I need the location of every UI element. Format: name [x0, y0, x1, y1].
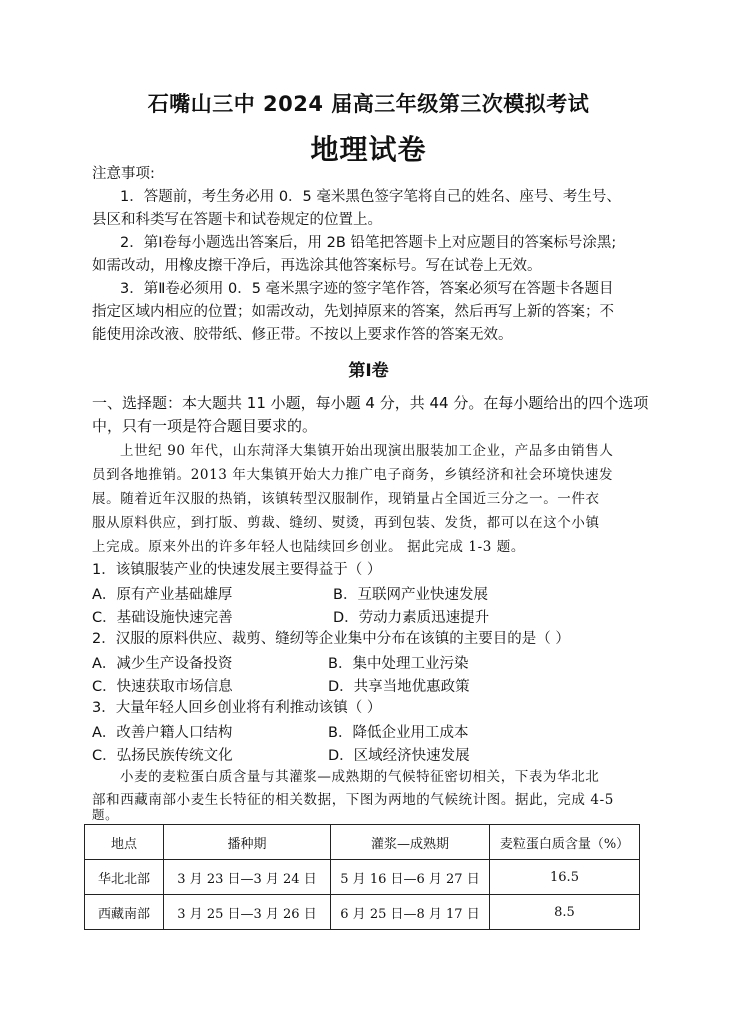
table-cell: 5 月 16 日—6 月 27 日	[331, 860, 490, 895]
section-intro: 中，只有一项是符合题目要求的。	[92, 417, 318, 435]
section-intro: 一、选择题：本大题共 11 小题，每小题 4 分，共 44 分。在每小题给出的四个选项	[92, 394, 649, 412]
passage-line: 上世纪 90 年代，山东菏泽大集镇开始出现演出服装加工企业，产品多由销售人	[120, 443, 614, 459]
passage-line: 员到各地推销。2013 年大集镇开始大力推广电子商务，乡镇经济和社会环境快速发	[92, 467, 614, 483]
question-stem: 3．大量年轻人回乡创业将有利推动该镇（ ）	[92, 700, 382, 716]
table-header-cell: 灌浆—成熟期	[331, 825, 490, 860]
table-cell: 3 月 25 日—3 月 26 日	[164, 895, 331, 930]
notice-line: 如需改动，用橡皮擦干净后，再选涂其他答案标号。写在试卷上无效。	[92, 258, 542, 274]
notice-line: 县区和科类写在答题卡和试卷规定的位置上。	[92, 212, 382, 228]
option-a[interactable]: A．原有产业基础雄厚	[92, 587, 233, 603]
table-header-cell: 播种期	[164, 825, 331, 860]
table-row	[85, 860, 640, 895]
notice-heading: 注意事项:	[92, 166, 155, 182]
option-a[interactable]: A．减少生产设备投资	[92, 656, 233, 672]
exam-title: 石嘴山三中 2024 届高三年级第三次模拟考试	[147, 92, 590, 116]
option-c[interactable]: C．基础设施快速完善	[92, 610, 233, 626]
passage-line: 展。随着近年汉服的热销，该镇转型汉服制作，现销量占全国近三分之一。一件衣	[92, 491, 600, 507]
option-b[interactable]: B．集中处理工业污染	[328, 656, 469, 672]
table-header-cell: 麦粒蛋白质含量（%）	[490, 825, 640, 860]
table-cell: 华北北部	[85, 860, 164, 895]
option-c[interactable]: C．弘扬民族传统文化	[92, 748, 233, 764]
section-title: 第Ⅰ卷	[348, 361, 389, 381]
table-row	[85, 895, 640, 930]
passage-line: 题。	[92, 807, 119, 822]
option-d[interactable]: D．共享当地优惠政策	[328, 679, 470, 695]
table-cell: 3 月 23 日—3 月 24 日	[164, 860, 331, 895]
table-cell: 6 月 25 日—8 月 17 日	[331, 895, 490, 930]
question-stem: 1．该镇服装产业的快速发展主要得益于（ ）	[92, 562, 382, 578]
notice-line: 1．答题前，考生务必用 0．5 毫米黑色签字笔将自己的姓名、座号、考生号、	[120, 189, 621, 205]
exam-subject-title: 地理试卷	[310, 133, 427, 166]
passage-line: 小麦的麦粒蛋白质含量与其灌浆—成熟期的气候特征密切相关，下表为华北北	[120, 769, 600, 785]
table-header-row	[85, 825, 640, 860]
option-a[interactable]: A．改善户籍人口结构	[92, 725, 233, 741]
table-cell: 8.5	[490, 895, 640, 930]
notice-line: 2．第Ⅰ卷每小题选出答案后，用 2B 铅笔把答题卡上对应题目的答案标号涂黑;	[120, 235, 617, 251]
wheat-data-table	[84, 824, 640, 930]
option-d[interactable]: D．劳动力素质迅速提升	[333, 610, 490, 626]
option-b[interactable]: B．降低企业用工成本	[328, 725, 469, 741]
option-b[interactable]: B．互联网产业快速发展	[333, 587, 488, 603]
passage-line: 服从原料供应，到打版、剪裁、缝纫、熨烫，再到包装、发货，都可以在这个小镇	[92, 515, 600, 531]
option-d[interactable]: D．区域经济快速发展	[328, 748, 470, 764]
passage-line: 上完成。原来外出的许多年轻人也陆续回乡创业。 据此完成 1-3 题。	[92, 539, 526, 555]
passage-line: 部和西藏南部小麦生长特征的相关数据，下图为两地的气候统计图。据此，完成 4-5	[92, 792, 614, 808]
notice-line: 指定区域内相应的位置；如需改动，先划掉原来的答案，然后再写上新的答案；不	[92, 304, 614, 320]
table-header-cell: 地点	[85, 825, 164, 860]
notice-line: 3．第Ⅱ卷必须用 0．5 毫米黑字迹的签字笔作答，答案必须写在答题卡各题目	[120, 281, 614, 297]
table-cell: 西藏南部	[85, 895, 164, 930]
question-stem: 2．汉服的原料供应、裁剪、缝纫等企业集中分布在该镇的主要目的是（ ）	[92, 631, 570, 647]
option-c[interactable]: C．快速获取市场信息	[92, 679, 233, 695]
table-cell: 16.5	[490, 860, 640, 895]
notice-line: 能使用涂改液、胶带纸、修正带。不按以上要求作答的答案无效。	[92, 327, 513, 343]
